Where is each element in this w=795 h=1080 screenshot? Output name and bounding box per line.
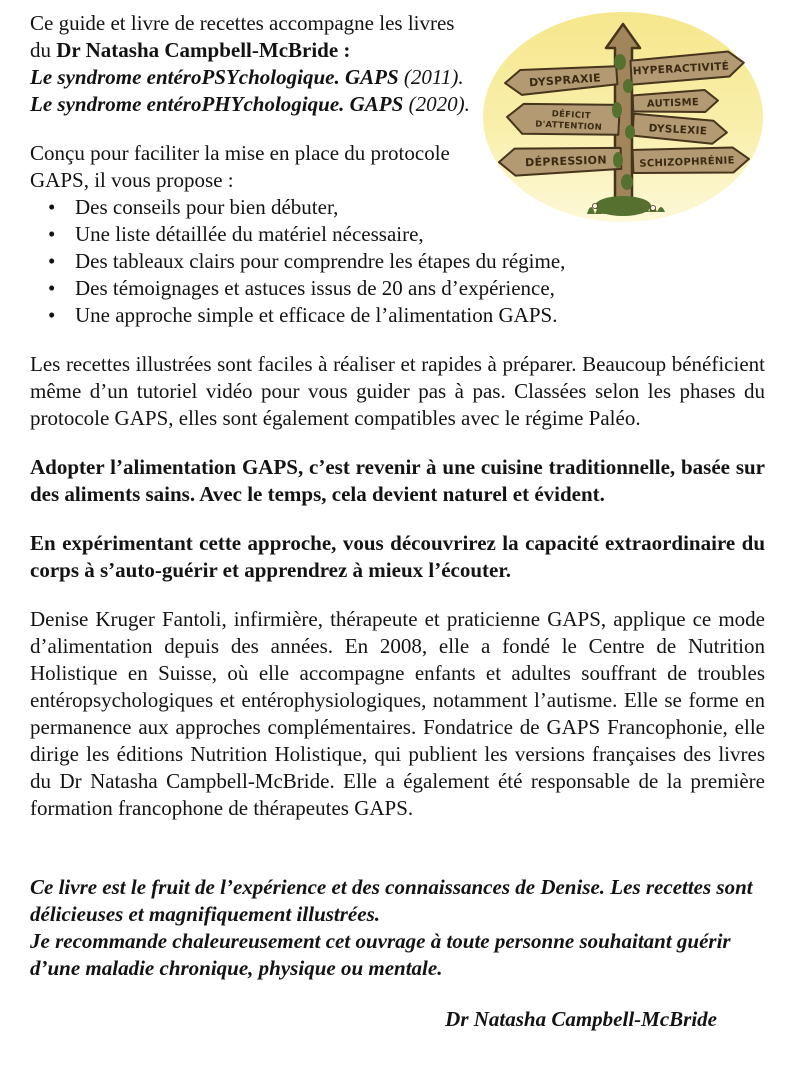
svg-text:AUTISME: AUTISME [646,97,700,110]
signature: Dr Natasha Campbell-McBride [445,1007,717,1031]
concu-paragraph: Conçu pour faciliter la mise en place du protocole GAPS, il vous propose : [30,141,450,192]
svg-text:DÉPRESSION: DÉPRESSION [524,153,608,170]
svg-text:D'ATTENTION: D'ATTENTION [535,119,603,133]
denise-bio-paragraph: Denise Kruger Fantoli, infirmière, thérapeute et praticienne GAPS, applique ce mode d’alimentation depuis des années. En 2008, elle a fondé le Centre de Nutrition Holistique en Suisse, où elle accompagne enfants et adultes souffrant de troubles entéropsychologiques et entérophysiologiques, notamment l’autisme. Elle se forme en permanence aux approches complémentaires. Fondatrice de GAPS Francophonie, elle dirige les éditions Nutrition Holistique, qui publient les versions françaises des livres du Dr Natasha Campbell-McBride. Elle a également été responsable de la première formation francophone de thérapeutes GAPS. [30,607,765,820]
endorsement-quote [30,874,765,982]
list-item-label: Une approche simple et efficace de l’alimentation GAPS. [75,303,558,327]
sign-schizophrenie [633,146,750,176]
quote-line-2: Je recommande chaleureusement cet ouvrage à toute personne souhaitant guérir d’une maladie chronique, physique ou mentale. [30,929,731,980]
svg-text:DÉFICIT: DÉFICIT [551,109,592,122]
svg-text:DYSLEXIE: DYSLEXIE [648,122,708,138]
list-item [30,302,765,329]
author-name: Dr Natasha Campbell-McBride : [56,38,351,62]
list-item-label: Des tableaux clairs pour comprendre les étapes du régime, [75,249,566,273]
list-item-label: Une liste détaillée du matériel nécessaire, [75,222,424,246]
svg-text:DYSPRAXIE: DYSPRAXIE [528,71,602,90]
list-item [30,248,765,275]
list-item [30,275,765,302]
signpost-illustration [481,10,765,224]
bullet-icon: • [48,222,56,246]
quote-line-1: Ce livre est le fruit de l’expérience et des connaissances de Denise. Les recettes sont délicieuses et magnifiquement illustrées. [30,875,753,926]
list-item-label: Des conseils pour bien débuter, [75,195,339,219]
experimentant-paragraph: En expérimentant cette approche, vous découvrirez la capacité extraordinaire du corps à s’auto-guérir et apprendrez à mieux l’écouter. [30,531,765,582]
bullet-icon: • [48,303,56,327]
svg-text:HYPERACTIVITÉ: HYPERACTIVITÉ [632,60,730,78]
bullet-icon: • [48,195,56,219]
list-item-label: Des témoignages et astuces issus de 20 ans d’expérience, [75,276,555,300]
book2-year: (2020). [403,92,470,116]
list-item [30,221,765,248]
book2-title: Le syndrome entéroPHYchologique. GAPS [30,92,404,116]
list-item [30,194,765,221]
intro-lead: Ce guide et livre de recettes accompagne les livres du [30,11,455,62]
bullet-icon: • [48,249,56,273]
feature-list [30,194,765,329]
book1-year: (2011). [398,65,464,89]
svg-text:SCHIZOPHRÉNIE: SCHIZOPHRÉNIE [639,155,735,170]
sign-deficit-attention [506,99,620,139]
adopter-paragraph: Adopter l’alimentation GAPS, c’est revenir à une cuisine traditionnelle, basée sur des aliments sains. Avec le temps, cela devient naturel et évident. [30,455,765,506]
recettes-paragraph: Les recettes illustrées sont faciles à réaliser et rapides à préparer. Beaucoup bénéficient même d’un tutoriel vidéo pour vous guider pas à pas. Classées selon les phases du protocole GAPS, elles sont également compatibles avec le régime Paléo. [30,352,765,430]
book1-title: Le syndrome entéroPSYchologique. GAPS [30,65,399,89]
bullet-icon: • [48,276,56,300]
